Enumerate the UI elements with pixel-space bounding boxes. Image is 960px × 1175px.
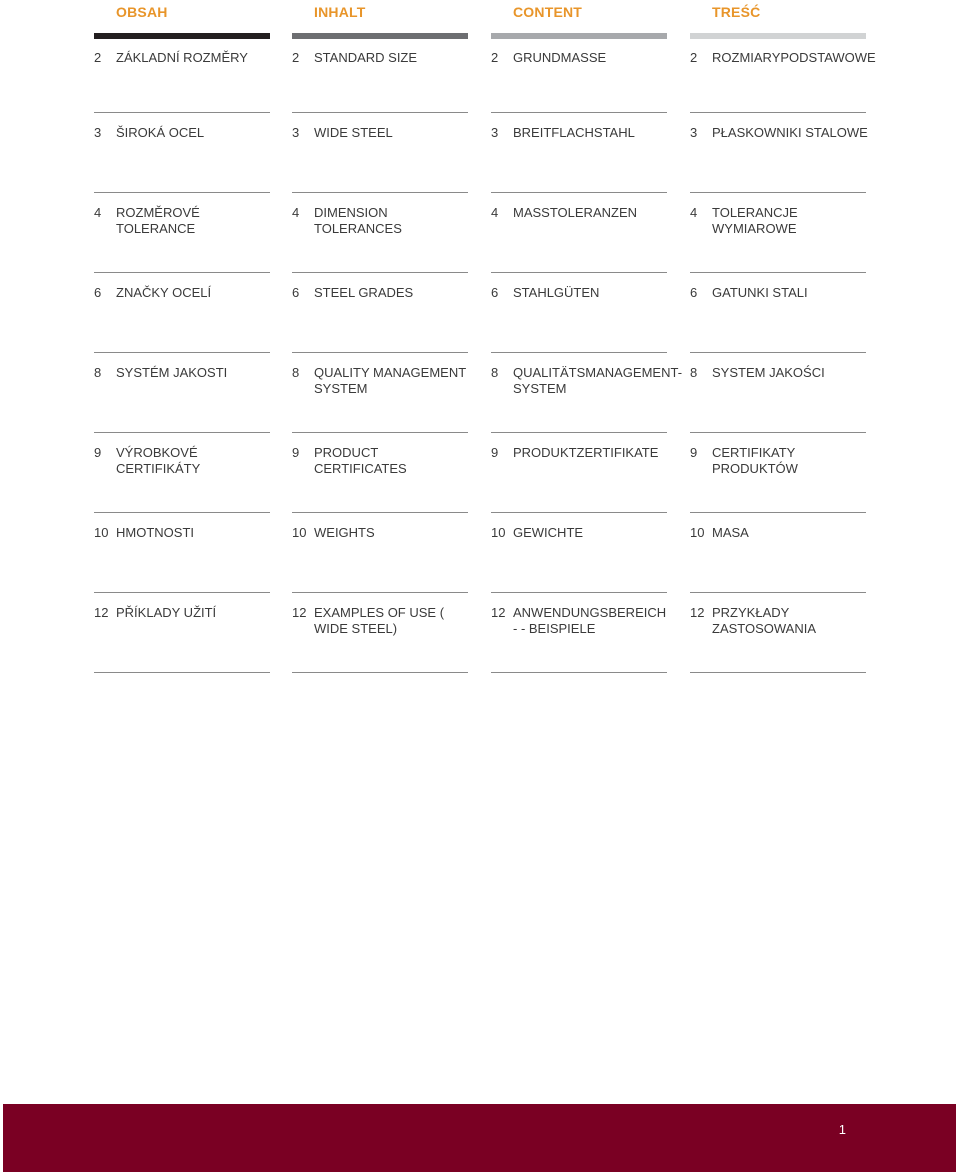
toc-entry-page-number: 10 xyxy=(292,525,307,540)
toc-entry-title: WEIGHTS xyxy=(314,525,375,540)
toc-entry xyxy=(94,273,270,353)
toc-entry-page-number: 6 xyxy=(491,285,499,300)
toc-entry-title: ZÁKLADNÍ ROZMĚRY xyxy=(116,50,248,65)
toc-entry xyxy=(94,39,270,113)
toc-entry-title: STANDARD SIZE xyxy=(314,50,418,65)
column-header: CONTENT xyxy=(513,4,583,20)
toc-entry xyxy=(292,353,468,433)
toc-entry-page-number: 12 xyxy=(292,605,307,620)
toc-entry-title: DIMENSION TOLERANCES xyxy=(314,205,402,236)
column-header: INHALT xyxy=(314,4,366,20)
toc-entry xyxy=(491,193,667,273)
toc-entry-title: ZNAČKY OCELÍ xyxy=(116,285,212,300)
toc-entry-title: GATUNKI STALI xyxy=(712,285,808,300)
toc-column-pl xyxy=(690,0,876,673)
toc-entry-page-number: 2 xyxy=(94,50,102,65)
toc-entry xyxy=(292,193,468,273)
toc-entry-title: ROZMĚROVÉ TOLERANCE xyxy=(116,205,200,236)
toc-column-de xyxy=(491,0,683,673)
toc-entry xyxy=(690,513,866,593)
toc-entry-page-number: 3 xyxy=(491,125,499,140)
toc-entry-title: ROZMIARYPODSTAWOWE xyxy=(712,50,876,65)
toc-entry-page-number: 4 xyxy=(491,205,499,220)
column-header: OBSAH xyxy=(116,4,168,20)
toc-entry xyxy=(94,113,270,193)
toc-entry-page-number: 4 xyxy=(94,205,102,220)
toc-entry-page-number: 3 xyxy=(94,125,102,140)
column-header: TREŚĆ xyxy=(712,4,761,20)
entries-list xyxy=(491,39,683,673)
toc-entry xyxy=(690,113,866,193)
toc-entry xyxy=(690,39,876,113)
footer-band xyxy=(3,1104,956,1172)
toc-entry-page-number: 8 xyxy=(491,365,499,380)
toc-entry xyxy=(690,353,866,433)
toc-entry-title: HMOTNOSTI xyxy=(116,525,194,540)
toc-columns xyxy=(94,0,876,680)
toc-entry-title: GEWICHTE xyxy=(513,525,584,540)
toc-entry-page-number: 2 xyxy=(690,50,698,65)
toc-entry xyxy=(491,513,667,593)
toc-entry-page-number: 9 xyxy=(292,445,300,460)
toc-column-cs xyxy=(94,0,270,673)
toc-column-en xyxy=(292,0,468,673)
toc-entry-page-number: 4 xyxy=(690,205,698,220)
toc-entry xyxy=(491,353,683,433)
toc-entry xyxy=(690,433,866,513)
toc-entry xyxy=(292,113,468,193)
toc-entry xyxy=(94,353,270,433)
toc-entry-title: STAHLGÜTEN xyxy=(513,285,600,300)
toc-entry-page-number: 9 xyxy=(491,445,499,460)
toc-entry-title: SYSTÉM JAKOSTI xyxy=(116,365,228,380)
toc-entry-title: ANWENDUNGSBEREICH - - BEISPIELE xyxy=(513,605,667,636)
toc-entry-title: WIDE STEEL xyxy=(314,125,393,140)
toc-entry-title: BREITFLACHSTAHL xyxy=(513,125,635,140)
toc-entry xyxy=(94,593,270,673)
toc-entry-title: GRUNDMASSE xyxy=(513,50,607,65)
toc-entry xyxy=(94,433,270,513)
toc-entry xyxy=(491,113,667,193)
toc-entry xyxy=(690,593,866,673)
toc-entry xyxy=(292,433,468,513)
toc-entry-page-number: 3 xyxy=(690,125,698,140)
toc-entry-title: MASSTOLERANZEN xyxy=(513,205,638,220)
toc-entry-page-number: 9 xyxy=(94,445,102,460)
toc-entry-page-number: 6 xyxy=(690,285,698,300)
toc-entry-title: MASA xyxy=(712,525,749,540)
toc-entry-page-number: 6 xyxy=(292,285,300,300)
toc-entry-page-number: 2 xyxy=(292,50,300,65)
toc-entry-page-number: 8 xyxy=(94,365,102,380)
toc-entry xyxy=(690,193,866,273)
toc-entry xyxy=(292,593,468,673)
toc-entry-page-number: 9 xyxy=(690,445,698,460)
toc-entry-title: PŁASKOWNIKI STALOWE xyxy=(712,125,868,140)
toc-entry-title: STEEL GRADES xyxy=(314,285,414,300)
toc-entry-title: TOLERANCJE WYMIAROWE xyxy=(712,205,798,236)
toc-entry-page-number: 8 xyxy=(690,365,698,380)
toc-entry-page-number: 10 xyxy=(690,525,705,540)
toc-entry xyxy=(94,513,270,593)
toc-entry-title: QUALITY MANAGEMENT SYSTEM xyxy=(314,365,466,396)
entries-list xyxy=(94,39,270,673)
toc-entry xyxy=(292,273,468,353)
toc-entry-title: PRODUKTZERTIFIKATE xyxy=(513,445,659,460)
toc-entry xyxy=(292,39,468,113)
toc-entry-page-number: 2 xyxy=(491,50,499,65)
toc-entry-page-number: 10 xyxy=(491,525,506,540)
toc-entry-title: EXAMPLES OF USE ( WIDE STEEL) xyxy=(314,605,445,636)
toc-entry-title: PRZYKŁADY ZASTOSOWANIA xyxy=(712,605,817,636)
toc-entry xyxy=(690,273,866,353)
toc-entry-page-number: 3 xyxy=(292,125,300,140)
toc-entry-title: CERTIFIKATY PRODUKTÓW xyxy=(712,445,798,476)
toc-entry-page-number: 6 xyxy=(94,285,102,300)
toc-entry-title: VÝROBKOVÉ CERTIFIKÁTY xyxy=(116,445,201,476)
entries-list xyxy=(292,39,468,673)
entries-list xyxy=(690,39,876,673)
toc-entry xyxy=(94,193,270,273)
toc-entry-page-number: 12 xyxy=(94,605,109,620)
toc-entry xyxy=(491,273,667,353)
toc-entry-title: SYSTEM JAKOŚCI xyxy=(712,365,825,380)
toc-entry-title: QUALITÄTSMANAGEMENT-SYSTEM xyxy=(513,365,683,396)
page-number: 1 xyxy=(838,1122,846,1137)
toc-entry-page-number: 12 xyxy=(491,605,506,620)
toc-entry-title: PŘÍKLADY UŽITÍ xyxy=(116,605,217,620)
toc-entry-page-number: 10 xyxy=(94,525,109,540)
toc-entry-page-number: 4 xyxy=(292,205,300,220)
toc-entry xyxy=(491,39,667,113)
toc-entry-title: PRODUCT CERTIFICATES xyxy=(314,445,407,476)
toc-entry xyxy=(491,433,667,513)
toc-entry xyxy=(491,593,667,673)
toc-entry-page-number: 12 xyxy=(690,605,705,620)
toc-entry-title: ŠIROKÁ OCEL xyxy=(116,125,205,140)
toc-entry-page-number: 8 xyxy=(292,365,300,380)
toc-entry xyxy=(292,513,468,593)
